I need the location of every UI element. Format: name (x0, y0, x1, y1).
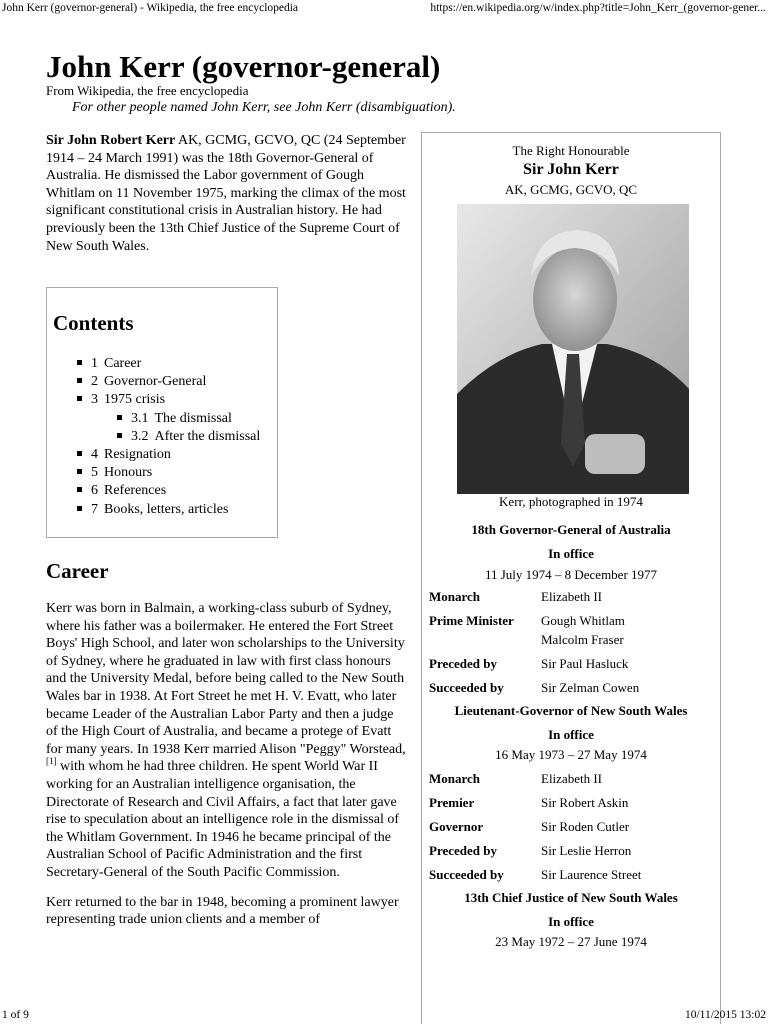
career-section (46, 600, 406, 941)
infobox-honorific: The Right Honourable (512, 143, 630, 158)
office1-title[interactable]: 18th Governor-General of Australia (471, 522, 671, 537)
toc-item-references[interactable]: 6 References (77, 482, 260, 500)
lead-text: AK, GCMG, GCVO, QC (24 September 1914 – 24 March 1991) was the 18th Governor-General of Australia. He dismissed the Labor government of Gough Whitlam on 11 November 1975, marking the climax of the most significant constitutional crisis in Australian history. He had previously been the 13th Chief Justice of the Supreme Court of New South Wales. (46, 133, 406, 254)
office3-dates: 23 May 1972 – 27 June 1974 (495, 934, 647, 949)
lead-bold-name: Sir John Robert Kerr (46, 133, 176, 148)
infobox-name: Sir John Kerr (523, 161, 619, 178)
portrait-photo[interactable] (457, 204, 689, 494)
bullet-icon (77, 469, 82, 474)
bullet-icon (117, 415, 122, 420)
office2-succeeded-row: Succeeded by Sir Laurence Street (429, 867, 642, 882)
infobox (421, 132, 721, 1024)
office1-pm-row: Prime Minister Gough Whitlam (429, 613, 625, 628)
site-subtitle: From Wikipedia, the free encyclopedia (46, 83, 249, 98)
page-title: John Kerr (governor-general) (46, 49, 441, 84)
toc-item-after-the-dismissal[interactable]: 3.2 After the dismissal (77, 428, 260, 446)
reference-link[interactable]: [1] (46, 756, 57, 767)
hatnote-link[interactable]: For other people named John Kerr, see John Kerr (disambiguation). (72, 100, 456, 115)
lead-paragraph (46, 132, 406, 255)
page-number: 1 of 9 (2, 1009, 29, 1021)
bullet-icon (77, 451, 82, 456)
office1-in-office: In office (548, 546, 594, 561)
print-page-title: John Kerr (governor-general) - Wikipedia, the free encyclopedia (2, 2, 299, 14)
toc-item-the-dismissal[interactable]: 3.1 The dismissal (77, 410, 260, 428)
portrait-image (457, 204, 689, 494)
career-paragraph-2: Kerr returned to the bar in 1948, becoming a prominent lawyer representing trade union clients and a member of (46, 894, 399, 928)
print-footer (0, 1006, 768, 1024)
bullet-icon (77, 360, 82, 365)
print-url: https://en.wikipedia.org/w/index.php?title=John_Kerr_(governor-gener... (430, 2, 766, 14)
toc-item-resignation[interactable]: 4 Resignation (77, 446, 260, 464)
toc-item-1975-crisis[interactable]: 3 1975 crisis (77, 391, 260, 409)
office1-succeeded-row: Succeeded by Sir Zelman Cowen (429, 680, 640, 695)
office3-title[interactable]: 13th Chief Justice of New South Wales (464, 890, 678, 905)
office2-monarch-row: Monarch Elizabeth II (429, 771, 602, 786)
office2-premier-row: Premier Sir Robert Askin (429, 795, 629, 810)
office1-preceded-row: Preceded by Sir Paul Hasluck (429, 656, 629, 671)
career-heading: Career (46, 559, 109, 583)
toc-title: Contents (53, 311, 134, 335)
toc-item-books[interactable]: 7 Books, letters, articles (77, 501, 260, 519)
office2-in-office: In office (548, 727, 594, 742)
office1-pm-row-2: Malcolm Fraser (541, 632, 624, 647)
print-timestamp: 10/11/2015 13:02 (684, 1009, 766, 1021)
toc-list (77, 355, 260, 519)
toc-item-career[interactable]: 1 Career (77, 355, 260, 373)
print-header (0, 0, 768, 16)
bullet-icon (77, 506, 82, 511)
table-of-contents (46, 287, 278, 538)
bullet-icon (77, 378, 82, 383)
office1-monarch-row: Monarch Elizabeth II (429, 589, 602, 604)
office3-in-office: In office (548, 914, 594, 929)
career-paragraph-1: Kerr was born in Balmain, a working-class suburb of Sydney, where his father was a boilermaker. He entered the Fort Street Boys' High School, and later won scholarships to the University of Sydney, where he graduated in law with first class honours and the University Medal, before being called to the New South Wales bar in 1938. At Fort Street he met H. V. Evatt, who later became Leader of the Australian Labor Party and then a judge of the High Court of Australia, and became a protege of Evatt for many years. In 1938 Kerr married Alison "Peggy" Worstead,[1] with whom he had three children. He spent World War II working for an Australian intelligence organisation, the Directorate of Research and Civil Affairs, a fact that later gave rise to speculation about an intelligence role in the dismissal of the Whitlam Government. In 1946 he became principal of the Australian School of Pacific Administration and the first Secretary-General of the South Pacific Commission. (46, 601, 406, 880)
lead-section (46, 132, 406, 255)
bullet-icon (77, 396, 82, 401)
office2-dates: 16 May 1973 – 27 May 1974 (495, 747, 647, 762)
office2-preceded-row: Preceded by Sir Leslie Herron (429, 843, 632, 858)
bullet-icon (117, 433, 122, 438)
toc-item-honours[interactable]: 5 Honours (77, 464, 260, 482)
office1-dates: 11 July 1974 – 8 December 1977 (484, 567, 658, 582)
office2-title[interactable]: Lieutenant-Governor of New South Wales (454, 703, 688, 718)
bullet-icon (77, 487, 82, 492)
office2-governor-row: Governor Sir Roden Cutler (429, 819, 630, 834)
photo-caption: Kerr, photographed in 1974 (499, 494, 643, 509)
toc-item-governor-general[interactable]: 2 Governor-General (77, 373, 260, 391)
infobox-postnominals: AK, GCMG, GCVO, QC (504, 182, 638, 197)
